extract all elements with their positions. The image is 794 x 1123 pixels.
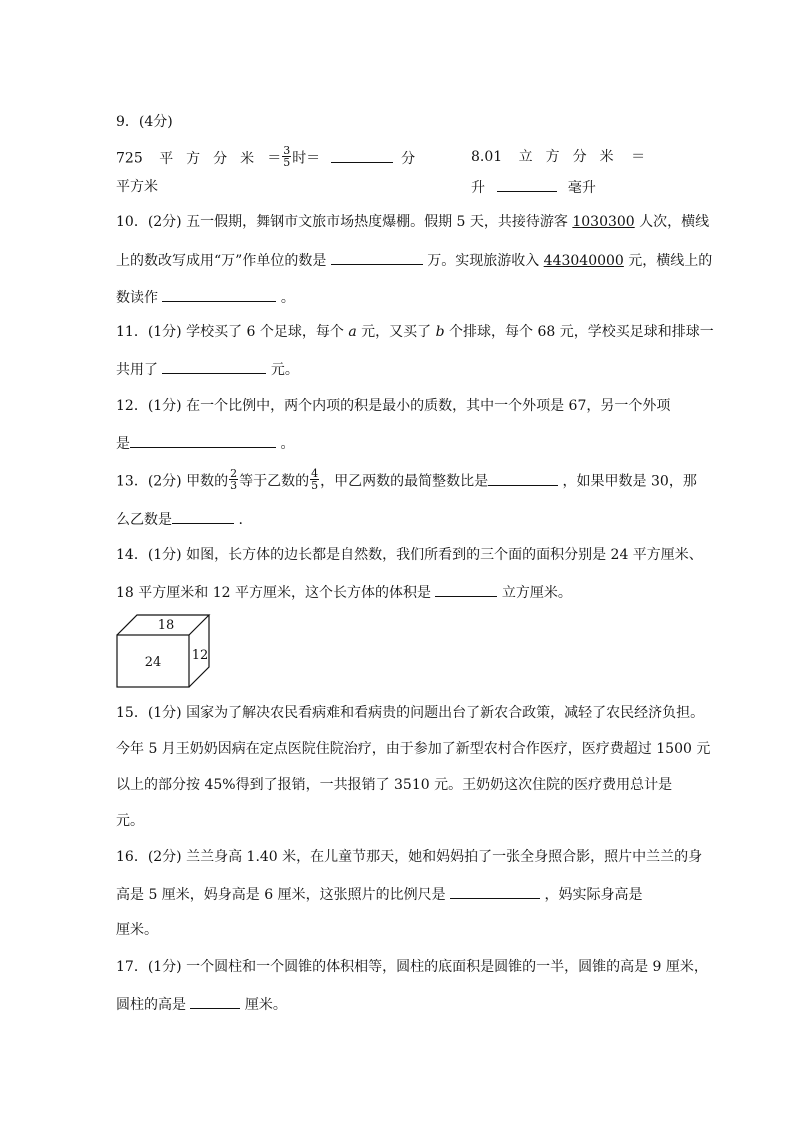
q16-answer-blank-scale[interactable] [450,884,540,899]
q9-hour-eq: 时＝ [292,150,321,167]
q13-fraction-2 [310,468,319,491]
q14-text-c: 立方厘米。 [497,585,572,601]
q12-text-b: 是 [116,436,130,452]
q16-text-d: 厘米。 [116,922,158,938]
q13-line1 [116,467,697,493]
q9-left-unit2: 平方米 [116,179,158,195]
q10-line1 [116,212,709,232]
q11-text-d: 共用了 [116,362,163,378]
q11-var-a: a [348,324,357,340]
q10-underlined-number: 1030300 [572,214,635,230]
cuboid-side-label: 12 [191,648,209,663]
q9-ml: 毫升 [567,180,596,196]
q14-line1 [116,545,703,565]
q9-fraction [282,145,291,168]
q16-text-b: 高是 5 厘米，妈身高是 6 厘米，这张照片的比例尺是 [116,887,451,903]
q13-text-b: 等于乙数的 [239,473,310,490]
q10-answer-blank-wan[interactable] [331,250,423,265]
q9-right-eq: ＝ [631,149,646,165]
q15-line1 [116,703,704,723]
q13-f1-num: 2 [230,467,238,480]
q9-answer-blank-ml[interactable] [497,177,557,192]
q15-text-a: 15．(1分) 国家为了解决农民看病难和看病贵的问题出台了新农合政策，减轻了农民经济负担。 [116,705,705,721]
q17-text-b: 圆柱的高是 [116,997,191,1013]
q16-text-c: ，妈实际身高是 [540,887,643,903]
q17-line1 [116,957,708,977]
q10-text-a: 10．(2分) 五一假期，舞钢市文旅市场热度爆棚。假期 5 天，共接待游客 [116,214,573,230]
q17-text-a: 17．(1分) 一个圆柱和一个圆锥的体积相等，圆柱的底面积是圆锥的一半，圆锥的高是 9 厘米， [116,959,708,975]
q11-line2 [116,359,299,380]
q12-line1 [116,396,670,416]
q12-text-c: 。 [276,436,295,452]
q11-answer-blank[interactable] [162,359,266,374]
q13-answer-blank-b[interactable] [172,509,234,524]
q10-line3 [116,287,295,308]
q16-line3 [116,920,158,940]
q16-line1 [116,847,702,867]
q17-answer-blank[interactable] [190,994,240,1009]
q9-right-value: 8.01 [471,149,503,165]
q13-line2 [116,509,243,530]
q9-left-value: 725 [116,150,143,167]
q13-text-f: . [234,512,243,528]
q17-line2 [116,994,287,1015]
q9-left-line [116,144,416,170]
cuboid-top-label: 18 [157,618,175,633]
q11-text-a: 11．(1分) 学校买了 6 个足球，每个 [116,324,349,340]
q14-text-a: 14．(1分) 如图，长方体的边长都是自然数，我们所看到的三个面的面积分别是 24 平方厘米、 [116,547,703,563]
q12-answer-blank[interactable] [130,433,276,448]
q11-line1 [116,322,714,342]
q15-text-b: 今年 5 月王奶奶因病在定点医院住院治疗，由于参加了新型农村合作医疗，医疗费超过 1500 元 [116,741,711,757]
q13-text-c: ，甲乙两数的最简整数比是 [320,473,489,490]
q10-text-e: 元，横线上的 [623,253,713,269]
q15-line4 [116,811,144,831]
q14-line2 [116,582,572,603]
q10-line2 [116,250,712,271]
q11-text-e: 元。 [266,362,299,378]
cuboid-front-label: 24 [144,655,162,670]
q9-header [116,112,173,132]
q15-text-d: 元。 [116,813,144,829]
q16-text-a: 16．(2分) 兰兰身高 1.40 米，在儿童节那天，她和妈妈拍了一张全身照合影，照片中兰兰的身 [116,849,703,865]
q10-text-d: 万。实现旅游收入 [422,253,544,269]
q14-text-b: 18 平方厘米和 12 平方厘米，这个长方体的体积是 [116,585,436,601]
q17-text-c: 厘米。 [240,997,287,1013]
q9-liter: 升 [471,180,485,196]
q9-frac-den: 5 [283,156,291,169]
q13-answer-blank-ratio[interactable] [488,471,558,486]
q10-underlined-income: 443040000 [543,253,624,269]
q16-line2 [116,884,643,905]
q10-answer-blank-read[interactable] [162,287,276,302]
q10-text-b: 人次，横线 [634,214,710,230]
q10-text-f: 数读作 [116,290,163,306]
q14-answer-blank[interactable] [435,582,497,597]
q10-text-g: 。 [276,290,295,306]
q9-frac-num: 3 [283,144,291,157]
q11-var-b: b [435,324,445,340]
q13-fraction-1 [229,468,238,491]
q9-right-line [471,147,645,167]
q10-text-c: 上的数改写成用“万”作单位的数是 [116,253,331,269]
q9-right-unit: 立方分米 [518,149,627,165]
q12-text-a: 12．(1分) 在一个比例中，两个内项的积是最小的质数，其中一个外项是 67，另一个外项 [116,398,671,414]
cuboid-figure [116,614,216,690]
q11-text-c: 个排球，每个 68 元，学校买足球和排球一 [444,324,714,340]
q15-line3 [116,775,672,795]
q9-minute-unit: 分 [401,150,416,167]
q13-text-e: 么乙数是 [116,512,172,528]
q9-right-line2 [471,177,596,198]
q9-left-unit: 平方分米 [159,150,268,167]
q15-text-c: 以上的部分按 45%得到了报销，一共报销了 3510 元。王奶奶这次住院的医疗费用总计是 [116,777,673,793]
q12-line2 [116,433,294,454]
q9-equals: ＝ [267,150,282,167]
q9-answer-blank-minutes[interactable] [331,148,393,163]
q15-line2 [116,739,710,759]
q11-text-b: 元，又买了 [356,324,436,340]
q13-f2-den: 5 [311,479,319,492]
q13-text-a: 13．(2分) 甲数的 [116,473,229,490]
q13-f1-den: 3 [230,479,238,492]
q9-header-text: 9．(4分) [116,114,173,130]
q13-text-d: ，如果甲数是 30，那 [558,473,697,490]
q9-left-line2 [116,177,158,197]
q13-f2-num: 4 [311,467,319,480]
